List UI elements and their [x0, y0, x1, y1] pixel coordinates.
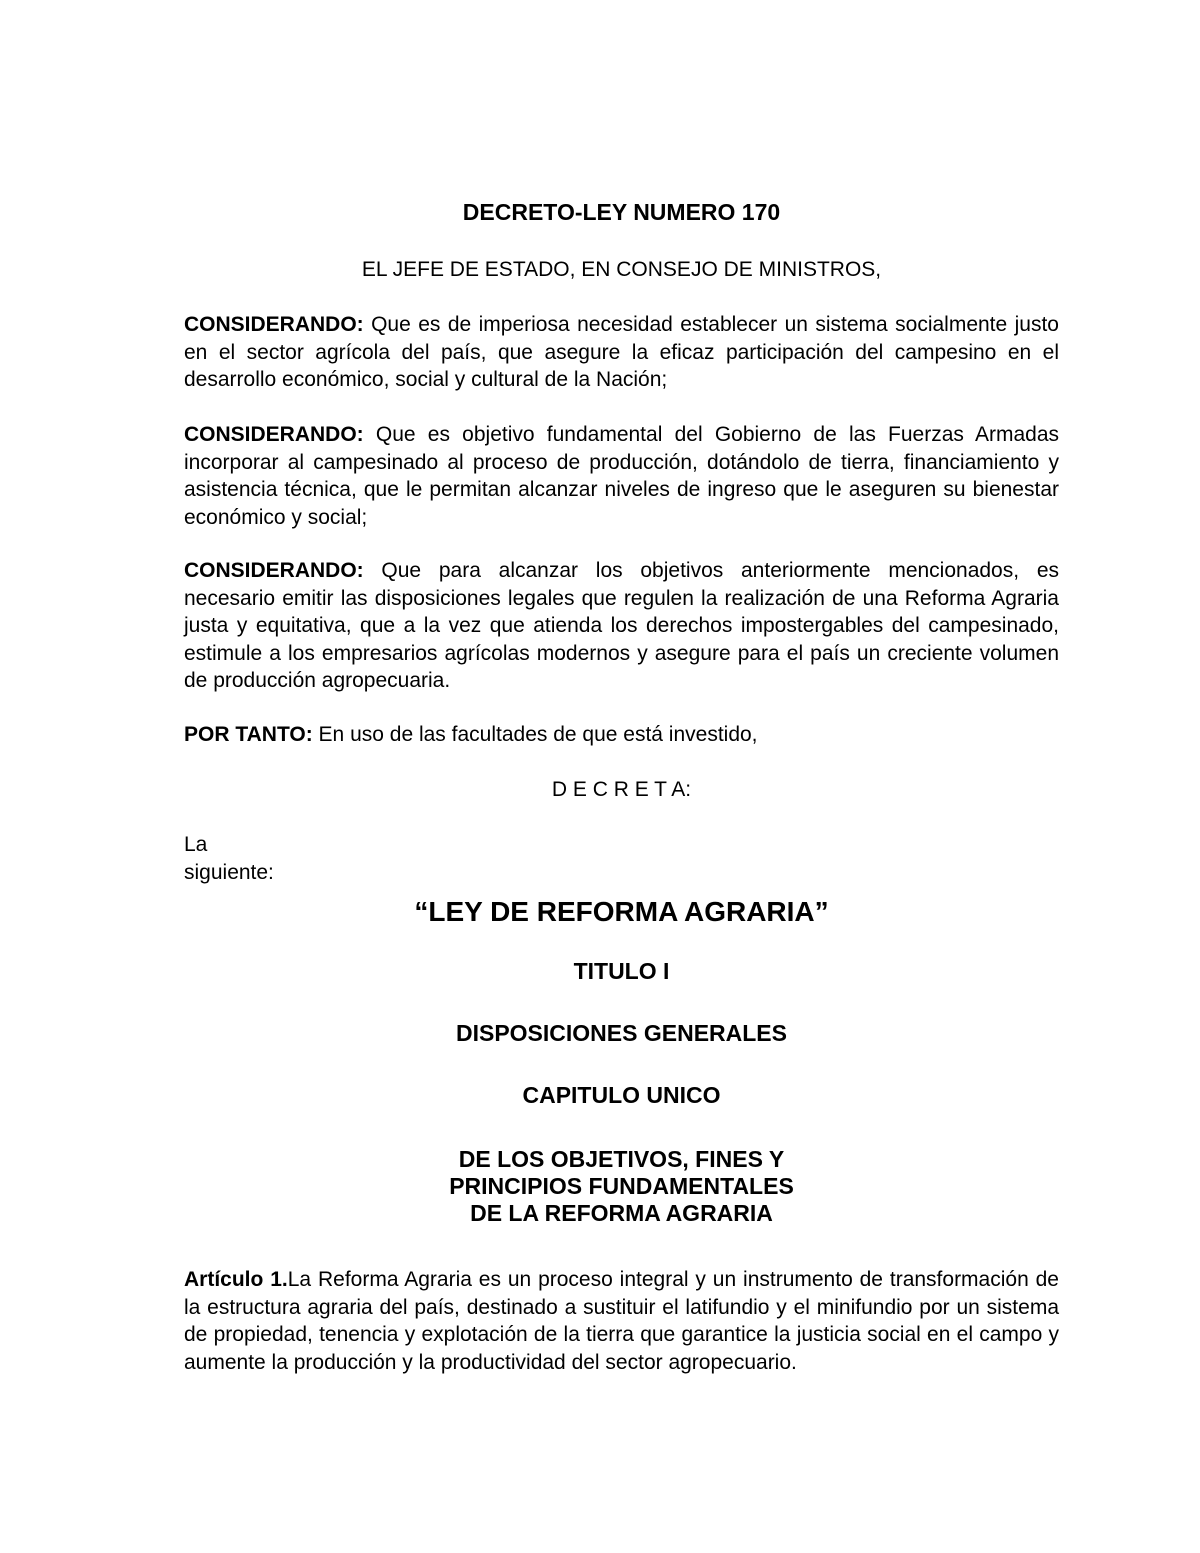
objectives-heading [184, 1146, 1059, 1227]
decree-title: DECRETO-LEY NUMERO 170 [462, 199, 781, 225]
decree-preamble: EL JEFE DE ESTADO, EN CONSEJO DE MINISTROS, [361, 258, 882, 281]
article-text: La Reforma Agraria es un proceso integral y un instrumento de transformación de la estructura agraria del país, destinado a sustituir el latifundio y el minifundio por un sistema de propiedad, tenencia y explotación de la tierra que garantice la justicia social en el campo y aumente la producción y la productividad del sector agropecuario. [184, 1268, 1059, 1374]
disposiciones-heading: DISPOSICIONES GENERALES [455, 1020, 787, 1046]
considerando-label: CONSIDERANDO: [184, 559, 364, 582]
considerando-text: Que es objetivo fundamental del Gobierno de las Fuerzas Armadas incorporar al campesinado al proceso de producción, dotándolo de tierra, financiamiento y asistencia técnica, que le permitan alcanzar niveles de ingreso que le aseguren su bienestar económico y social; [184, 423, 1059, 529]
heading-line: PRINCIPIOS FUNDAMENTALES [449, 1173, 794, 1199]
heading-line: DE LA REFORMA AGRARIA [470, 1200, 773, 1226]
considerando-text: Que es de imperiosa necesidad establecer un sistema socialmente justo en el sector agrícola del país, que asegure la eficaz participación del campesino en el desarrollo económico, social y cultural de la Nación; [184, 313, 1059, 391]
heading-line: DE LOS OBJETIVOS, FINES Y [458, 1146, 785, 1172]
por-tanto-paragraph [184, 721, 1059, 749]
capitulo-heading: CAPITULO UNICO [522, 1082, 721, 1108]
considerando-label: CONSIDERANDO: [184, 313, 364, 336]
considerando-paragraph [184, 557, 1059, 695]
considerando-label: CONSIDERANDO: [184, 423, 364, 446]
titulo-heading: TITULO I [573, 958, 670, 984]
decreta-heading: D E C R E T A: [551, 778, 692, 801]
considerando-paragraph [184, 311, 1059, 394]
por-tanto-text: En uso de las facultades de que está investido, [312, 723, 758, 746]
considerando-text: Que para alcanzar los objetivos anteriormente mencionados, es necesario emitir las disposiciones legales que regulen la realización de una Reforma Agraria justa y equitativa, que a la vez que atienda los derechos impostergables del campesinado, estimule a los empresarios agrícolas modernos y asegure para el país un creciente volumen de producción agropecuaria. [184, 559, 1059, 692]
law-title: “LEY DE REFORMA AGRARIA” [414, 896, 829, 927]
article-paragraph [184, 1266, 1059, 1376]
article-label: Artículo 1. [184, 1268, 288, 1291]
la-siguiente-text: La siguiente: [184, 833, 274, 884]
considerando-paragraph [184, 421, 1059, 531]
por-tanto-label: POR TANTO: [184, 723, 313, 746]
